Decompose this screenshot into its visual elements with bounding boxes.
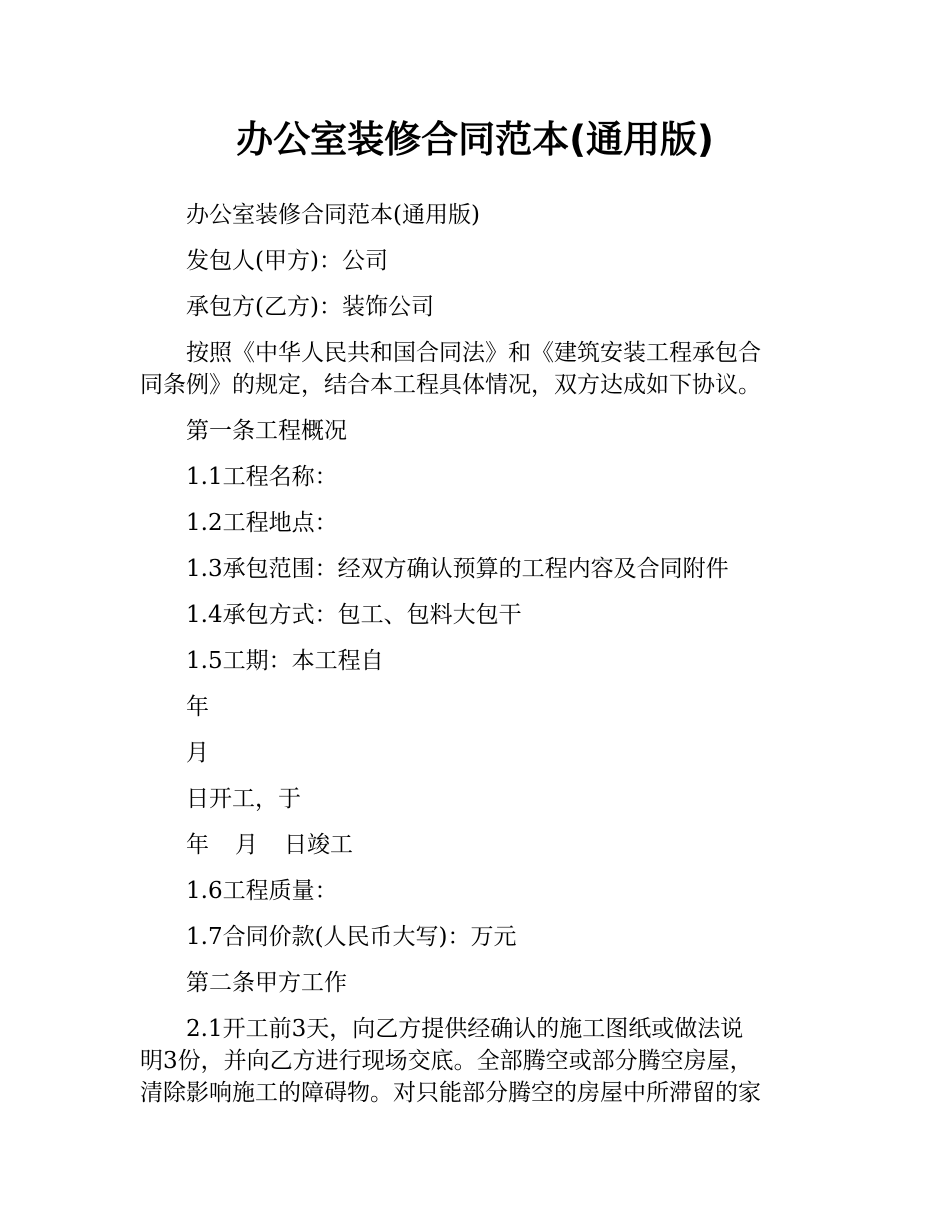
subtitle-paragraph: 办公室装修合同范本(通用版) bbox=[186, 202, 480, 228]
party-b-paragraph: 承包方(乙方)：装饰公司 bbox=[186, 294, 434, 320]
party-a-paragraph: 发包人(甲方)：公司 bbox=[186, 248, 388, 274]
end-month: 月 bbox=[235, 832, 258, 858]
preamble-paragraph bbox=[140, 337, 812, 401]
item-2-1-line: 2.1开工前3天，向乙方提供经确认的施工图纸或做法说 bbox=[186, 1016, 744, 1042]
item-1-6: 1.6工程质量： bbox=[186, 878, 338, 904]
article1-heading: 第一条工程概况 bbox=[186, 418, 347, 444]
end-day: 日竣工 bbox=[284, 832, 353, 858]
month-label: 月 bbox=[186, 740, 209, 766]
start-label: 日开工，于 bbox=[186, 786, 301, 812]
preamble-line: 按照《中华人民共和国合同法》和《建筑安装工程承包合 bbox=[186, 340, 761, 366]
year-label: 年 bbox=[186, 694, 209, 720]
article2-heading: 第二条甲方工作 bbox=[186, 970, 347, 996]
end-date-line bbox=[140, 829, 812, 861]
item-2-1 bbox=[140, 1013, 812, 1109]
item-1-4: 1.4承包方式：包工、包料大包干 bbox=[186, 602, 522, 628]
item-1-1: 1.1工程名称： bbox=[186, 464, 338, 490]
item-1-7: 1.7合同价款(人民币大写)：万元 bbox=[186, 924, 517, 950]
end-year: 年 bbox=[186, 832, 209, 858]
item-1-3: 1.3承包范围：经双方确认预算的工程内容及合同附件 bbox=[186, 556, 729, 582]
item-2-1-line: 清除影响施工的障碍物。对只能部分腾空的房屋中所滞留的家 bbox=[140, 1080, 761, 1106]
item-1-2: 1.2工程地点： bbox=[186, 510, 338, 536]
item-2-1-line: 明3份，并向乙方进行现场交底。全部腾空或部分腾空房屋， bbox=[140, 1048, 753, 1074]
item-1-5: 1.5工期：本工程自 bbox=[186, 648, 384, 674]
document-body bbox=[140, 199, 812, 1123]
preamble-line: 同条例》的规定，结合本工程具体情况，双方达成如下协议。 bbox=[140, 372, 761, 398]
document-title: 办公室装修合同范本(通用版) bbox=[236, 118, 714, 161]
